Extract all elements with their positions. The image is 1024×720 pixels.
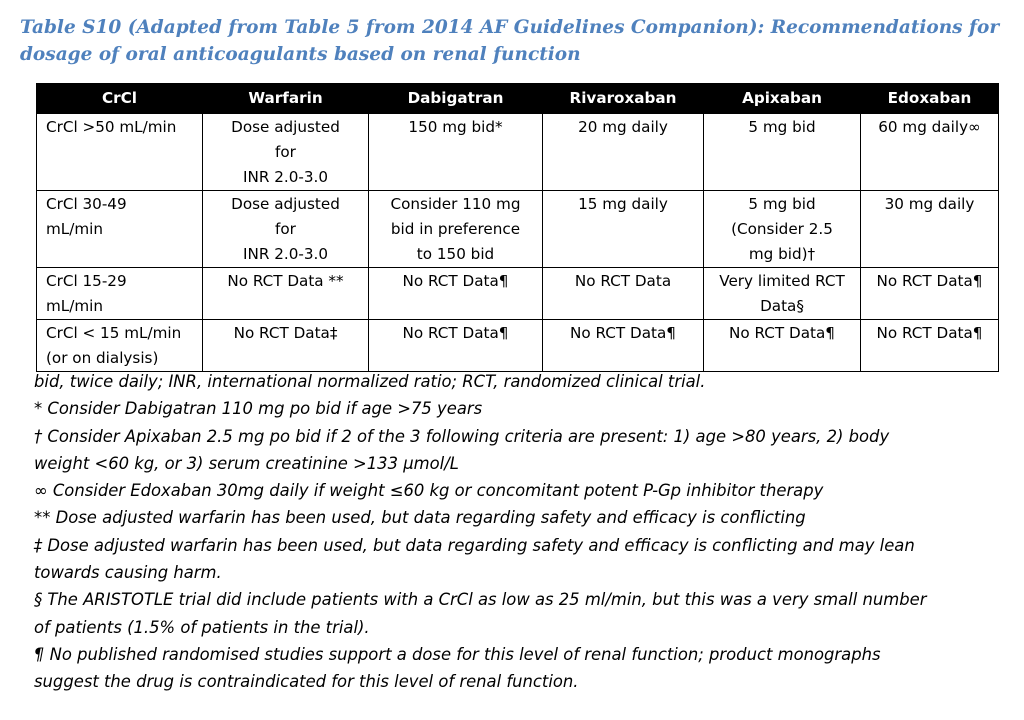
footnote-aristotle: § The ARISTOTLE trial did include patients with a CrCl as low as 25 ml/min, but this was a very small number xyxy=(34,590,927,610)
cell-line: No RCT Data xyxy=(574,272,672,290)
cell-edoxaban xyxy=(861,191,999,268)
cell-line: Dose adjusted xyxy=(231,118,340,136)
footnote-apixaban-cont: weight <60 kg, or 3) serum creatinine >133 µmol/L xyxy=(34,453,459,473)
header-crcl: CrCl xyxy=(37,84,203,114)
cell-line: 30 mg daily xyxy=(884,195,975,213)
cell-line: 5 mg bid xyxy=(748,195,816,213)
cell-line: bid in preference xyxy=(390,220,521,238)
cell-line: INR 2.0-3.0 xyxy=(242,168,328,186)
cell-rivaroxaban xyxy=(543,114,704,191)
cell-line: mL/min xyxy=(46,297,104,315)
title-line: dosage of oral anticoagulants based on renal function xyxy=(20,44,581,65)
cell-dabigatran xyxy=(369,268,543,320)
cell-line: CrCl 30-49 xyxy=(46,195,127,213)
cell-crcl xyxy=(37,114,203,191)
cell-rivaroxaban xyxy=(543,191,704,268)
cell-line: No RCT Data¶ xyxy=(876,324,983,342)
cell-line: No RCT Data‡ xyxy=(233,324,338,342)
header-rivaroxaban: Rivaroxaban xyxy=(543,84,704,114)
footnote-no-rct-cont: suggest the drug is contraindicated for this level of renal function. xyxy=(34,672,579,692)
cell-crcl xyxy=(37,320,203,372)
cell-line: mg bid)† xyxy=(748,245,816,263)
table-row xyxy=(37,191,999,268)
cell-line: No RCT Data¶ xyxy=(570,324,676,342)
cell-line: No RCT Data¶ xyxy=(729,324,835,342)
footnote-edoxaban: ∞ Consider Edoxaban 30mg daily if weight ≤60 kg or concomitant potent P-Gp inhibitor therapy xyxy=(34,481,824,501)
footnote-aristotle-cont: of patients (1.5% of patients in the trial). xyxy=(34,617,370,637)
table-row xyxy=(37,268,999,320)
cell-edoxaban xyxy=(861,114,999,191)
dosage-table xyxy=(36,83,999,372)
footnote-apixaban: † Consider Apixaban 2.5 mg po bid if 2 of the 3 following criteria are present: 1) age >80 years, 2) body xyxy=(34,426,890,446)
cell-warfarin xyxy=(203,114,369,191)
cell-line: Consider 110 mg xyxy=(390,195,521,213)
cell-line: for xyxy=(275,143,296,161)
cell-dabigatran xyxy=(369,191,543,268)
cell-apixaban xyxy=(704,114,861,191)
cell-line: mL/min xyxy=(46,220,104,238)
cell-line: 150 mg bid* xyxy=(408,118,503,136)
cell-line: No RCT Data¶ xyxy=(402,324,509,342)
cell-line: No RCT Data¶ xyxy=(402,272,509,290)
cell-line: (Consider 2.5 xyxy=(731,220,833,238)
cell-line: CrCl 15-29 xyxy=(46,272,127,290)
footnote-warfarin-conflicting: ** Dose adjusted warfarin has been used, but data regarding safety and efficacy is conflicting xyxy=(34,508,806,528)
cell-line: Data§ xyxy=(760,297,804,315)
footnote-no-rct: ¶ No published randomised studies support a dose for this level of renal function; product monographs xyxy=(34,644,881,664)
title-line: Table S10 (Adapted from Table 5 from 2014 AF Guidelines Companion): Recommendations for xyxy=(20,17,1000,38)
cell-dabigatran xyxy=(369,114,543,191)
cell-line: Very limited RCT xyxy=(719,272,845,290)
cell-warfarin xyxy=(203,191,369,268)
table-row xyxy=(37,114,999,191)
cell-line: INR 2.0-3.0 xyxy=(242,245,328,263)
cell-line: (or on dialysis) xyxy=(46,349,159,367)
cell-apixaban xyxy=(704,191,861,268)
cell-rivaroxaban xyxy=(543,268,704,320)
cell-crcl xyxy=(37,191,203,268)
footnote-warfarin-harm-cont: towards causing harm. xyxy=(34,563,222,583)
table-row xyxy=(37,320,999,372)
header-dabigatran: Dabigatran xyxy=(369,84,543,114)
cell-line: No RCT Data ** xyxy=(227,272,344,290)
cell-line: for xyxy=(275,220,296,238)
cell-line: CrCl >50 mL/min xyxy=(46,118,177,136)
header-row xyxy=(37,84,999,114)
cell-apixaban xyxy=(704,268,861,320)
cell-crcl xyxy=(37,268,203,320)
cell-line: 15 mg daily xyxy=(578,195,668,213)
cell-apixaban xyxy=(704,320,861,372)
cell-line: to 150 bid xyxy=(416,245,495,263)
cell-rivaroxaban xyxy=(543,320,704,372)
cell-edoxaban xyxy=(861,320,999,372)
table-title xyxy=(20,14,1010,68)
header-apixaban: Apixaban xyxy=(704,84,861,114)
cell-line: Dose adjusted xyxy=(231,195,340,213)
cell-warfarin xyxy=(203,320,369,372)
footnote-warfarin-harm: ‡ Dose adjusted warfarin has been used, but data regarding safety and efficacy is conflicting and may lean xyxy=(34,535,915,555)
footnote-abbreviations: bid, twice daily; INR, international normalized ratio; RCT, randomized clinical trial. xyxy=(34,372,706,391)
cell-warfarin xyxy=(203,268,369,320)
footnotes xyxy=(34,368,1019,696)
header-edoxaban: Edoxaban xyxy=(861,84,999,114)
cell-line: No RCT Data¶ xyxy=(876,272,983,290)
cell-line: 5 mg bid xyxy=(748,118,816,136)
header-warfarin: Warfarin xyxy=(203,84,369,114)
cell-line: CrCl < 15 mL/min xyxy=(46,324,182,342)
cell-line: 60 mg daily∞ xyxy=(878,118,981,136)
cell-line: 20 mg daily xyxy=(578,118,668,136)
cell-dabigatran xyxy=(369,320,543,372)
cell-edoxaban xyxy=(861,268,999,320)
footnote-dabigatran: * Consider Dabigatran 110 mg po bid if age >75 years xyxy=(34,399,483,419)
